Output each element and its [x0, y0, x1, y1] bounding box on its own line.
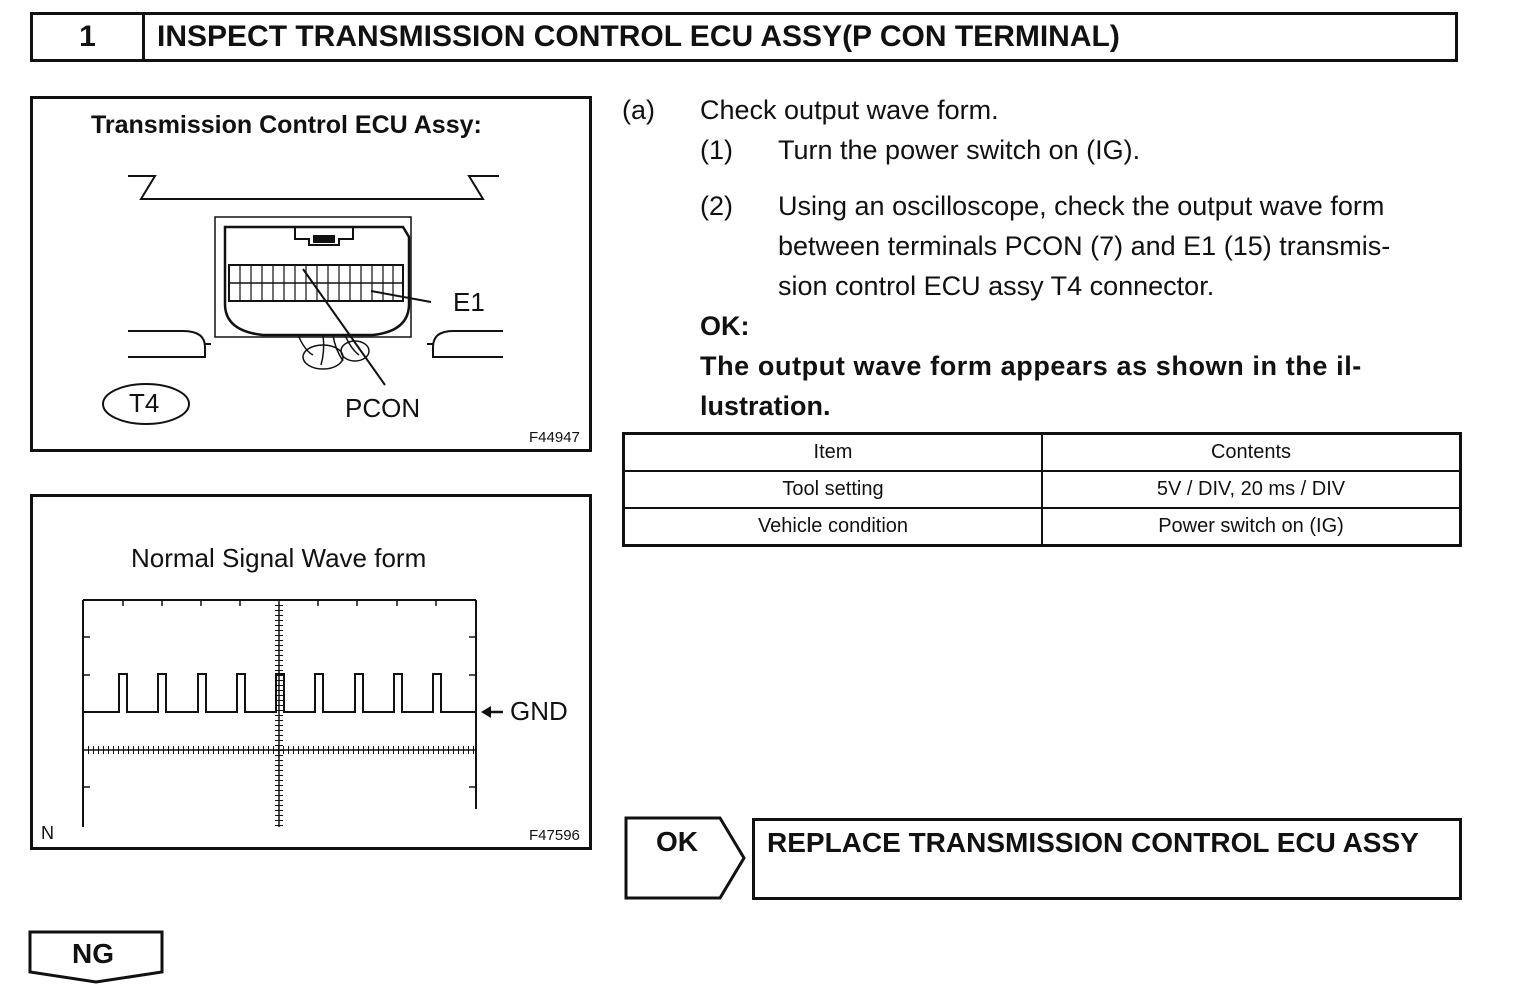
terminal-e1-label: E1	[453, 287, 485, 317]
figure-code: F47596	[529, 827, 580, 844]
step-a-marker: (a)	[622, 95, 655, 125]
step-a-text: Check output wave form.	[700, 95, 999, 125]
substep-1-marker: (1)	[700, 135, 733, 165]
table-header: Item	[624, 434, 1043, 472]
table-row	[624, 508, 1461, 546]
ng-tab-label: NG	[72, 938, 114, 969]
substep-1-text: Turn the power switch on (IG).	[778, 135, 1141, 165]
ok-criteria-line: The output wave form appears as shown in the il-	[700, 351, 1362, 381]
waveform-figure	[30, 494, 592, 850]
connector-figure-title: Transmission Control ECU Assy:	[91, 111, 482, 139]
connector-figure	[30, 96, 592, 452]
step-header	[30, 12, 1458, 62]
ok-action-text: REPLACE TRANSMISSION CONTROL ECU ASSY	[767, 827, 1419, 858]
ok-tab-label: OK	[656, 826, 698, 857]
table-cell: Vehicle condition	[624, 508, 1043, 546]
figure-corner-label: N	[41, 823, 54, 843]
table-row	[624, 471, 1461, 508]
ok-result-tab	[624, 816, 750, 902]
table-header: Contents	[1042, 434, 1461, 472]
substep-2-line: sion control ECU assy T4 connector.	[778, 271, 1215, 301]
terminal-pcon-label: PCON	[345, 393, 421, 423]
table-header-row	[624, 434, 1461, 472]
table-cell: 5V / DIV, 20 ms / DIV	[1042, 471, 1461, 508]
spec-table	[622, 432, 1462, 547]
ok-criteria-line: lustration.	[700, 391, 831, 421]
ok-label: OK:	[700, 311, 750, 341]
ok-action-box	[752, 818, 1462, 900]
figure-code: F44947	[529, 429, 580, 446]
oscilloscope-screen	[33, 497, 589, 847]
substep-2-line: between terminals PCON (7) and E1 (15) transmis-	[778, 231, 1391, 261]
step-title: INSPECT TRANSMISSION CONTROL ECU ASSY(P CON TERMINAL)	[157, 20, 1120, 53]
connector-drawing	[33, 99, 589, 449]
substep-2-line: Using an oscilloscope, check the output wave form	[778, 191, 1385, 221]
gnd-label: GND	[510, 696, 568, 726]
ng-result-tab	[28, 930, 168, 986]
table-cell: Tool setting	[624, 471, 1043, 508]
table-cell: Power switch on (IG)	[1042, 508, 1461, 546]
step-number: 1	[33, 15, 145, 59]
waveform-figure-title: Normal Signal Wave form	[131, 543, 427, 573]
substep-2-marker: (2)	[700, 191, 733, 221]
connector-id-label: T4	[129, 388, 160, 418]
